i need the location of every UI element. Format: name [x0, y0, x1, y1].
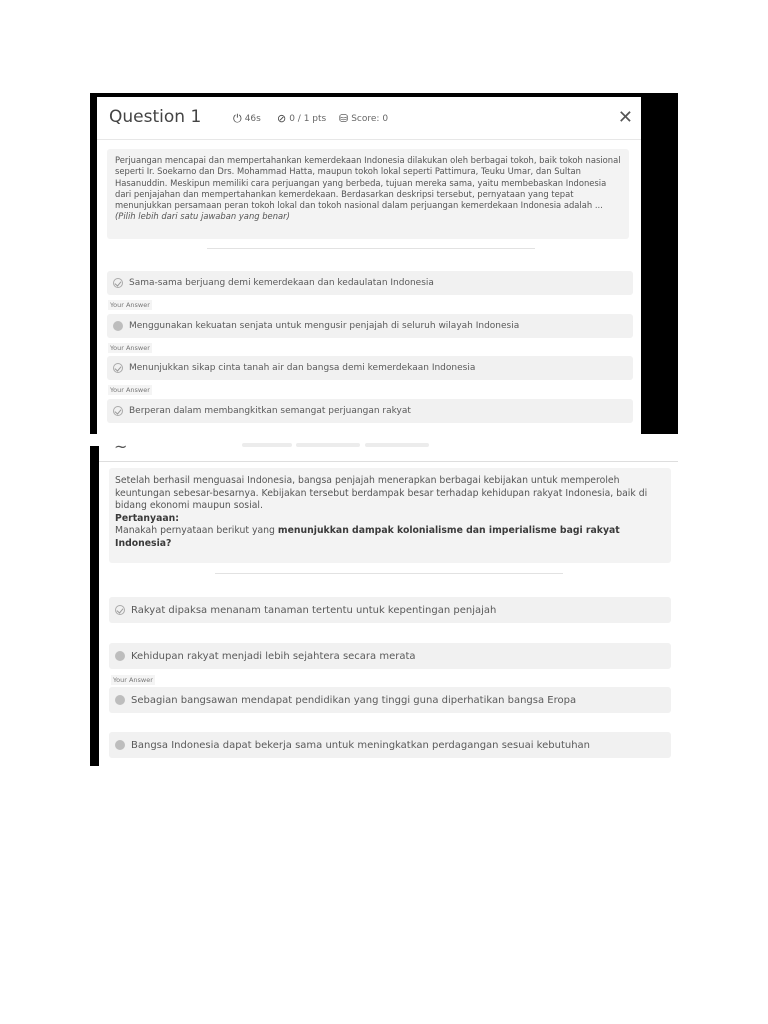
option-3-label: Sebagian bangsawan mendapat pendidikan yang tinggi guna diperhatikan bangsa Eropa — [131, 694, 577, 706]
timer-value: 46s — [244, 114, 261, 124]
option-4-label: Bangsa Indonesia dapat bekerja sama untuk meningkatkan perdagangan sesuai kebutuhan — [131, 739, 591, 751]
option-4-label: Berperan dalam membangkitkan semangat perjuangan rakyat — [129, 406, 411, 416]
your-answer-tag: Your Answer — [110, 301, 150, 309]
check-circle-icon — [113, 278, 123, 288]
points-value: 0 / 1 pts — [289, 113, 327, 124]
option-2-label: Kehidupan rakyat menjadi lebih sejahtera secara merata — [131, 650, 416, 662]
left-border — [90, 446, 99, 766]
option-1[interactable] — [107, 271, 633, 295]
question-title: Question 1 — [109, 107, 202, 127]
option-3[interactable] — [109, 687, 671, 713]
option-1-label: Rakyat dipaksa menanam tanaman tertentu untuk kepentingan penjajah — [131, 604, 497, 616]
timer — [233, 112, 261, 126]
option-4[interactable] — [107, 399, 633, 423]
score — [339, 112, 388, 125]
timer-icon: ⏻ — [233, 112, 242, 125]
check-circle-icon — [115, 605, 125, 615]
question-emphasis: menunjukkan dampak kolonialisme dan imperialisme bagi rakyat Indonesia? — [115, 525, 620, 549]
score-value: Score: 0 — [351, 113, 389, 124]
header-chip — [242, 443, 292, 447]
close-icon[interactable]: ✕ — [617, 107, 633, 128]
radio-dot-icon — [115, 651, 125, 661]
option-4[interactable] — [109, 732, 671, 758]
your-answer-tag: Your Answer — [113, 676, 153, 684]
option-1-label: Sama-sama berjuang demi kemerdekaan dan kedaulatan Indonesia — [129, 278, 434, 288]
radio-dot-icon — [115, 695, 125, 705]
question-label: Pertanyaan: — [115, 512, 179, 524]
header-chip — [365, 443, 429, 447]
points — [277, 112, 326, 125]
option-3-label: Menunjukkan sikap cinta tanah air dan bangsa demi kemerdekaan Indonesia — [129, 363, 476, 373]
question-header — [97, 97, 641, 140]
stem-intro: Setelah berhasil menguasai Indonesia, bangsa penjajah menerapkan berbagai kebijakan untuk memperoleh keuntungan sebesar-besarnya. Kebijakan tersebut berdampak besar terhadap kehidupan rakyat Indonesia, baik di bidang ekonomi maupun sosial. — [115, 475, 648, 512]
stem-instruction: (Pilih lebih dari satu jawaban yang benar) — [115, 211, 290, 222]
your-answer-tag: Your Answer — [110, 344, 150, 352]
option-2-label: Menggunakan kekuatan senjata untuk mengusir penjajah di seluruh wilayah Indonesia — [129, 321, 520, 331]
option-2[interactable] — [109, 643, 671, 669]
header-strip — [99, 434, 678, 462]
question-1-screenshot — [90, 93, 678, 434]
radio-dot-icon — [115, 740, 125, 750]
question-stem — [107, 149, 629, 239]
tilde-icon: ~ — [114, 437, 128, 456]
option-1[interactable] — [109, 597, 671, 623]
question-prefix: Manakah pernyataan berikut yang — [115, 525, 278, 537]
question-stem — [109, 468, 671, 563]
question-2-screenshot — [90, 434, 678, 766]
stem-text: Perjuangan mencapai dan mempertahankan kemerdekaan Indonesia dilakukan oleh berbagai tokoh, baik tokoh nasional seperti Ir. Soekarno dan Drs. Mohammad Hatta, maupun tokoh lokal seperti Pattimura, Teuku Umar, dan Sultan Hasanuddin. Meskipun memiliki cara perjuangan yang berbeda, tujuan mereka sama, yaitu membebaskan Indonesia dari penjajahan dan mempertahankan kemerdekaan. Berdasarkan deskripsi tersebut, pernyataan yang tepat menunjukkan persamaan peran tokoh lokal dan tokoh nasional dalam perjuangan kemerdekaan Indonesia adalah ... — [115, 155, 621, 211]
check-circle-icon — [113, 363, 123, 373]
header-chip — [296, 443, 360, 447]
your-answer-tag: Your Answer — [110, 386, 150, 394]
option-3[interactable] — [107, 356, 633, 380]
check-circle-icon — [113, 406, 123, 416]
check-circle-icon: ⊘ — [277, 112, 287, 125]
divider — [207, 248, 535, 249]
divider — [215, 573, 563, 574]
radio-dot-icon — [113, 321, 123, 331]
coins-icon: ⛁ — [339, 112, 349, 125]
option-2[interactable] — [107, 314, 633, 338]
question-1-panel — [97, 97, 641, 434]
